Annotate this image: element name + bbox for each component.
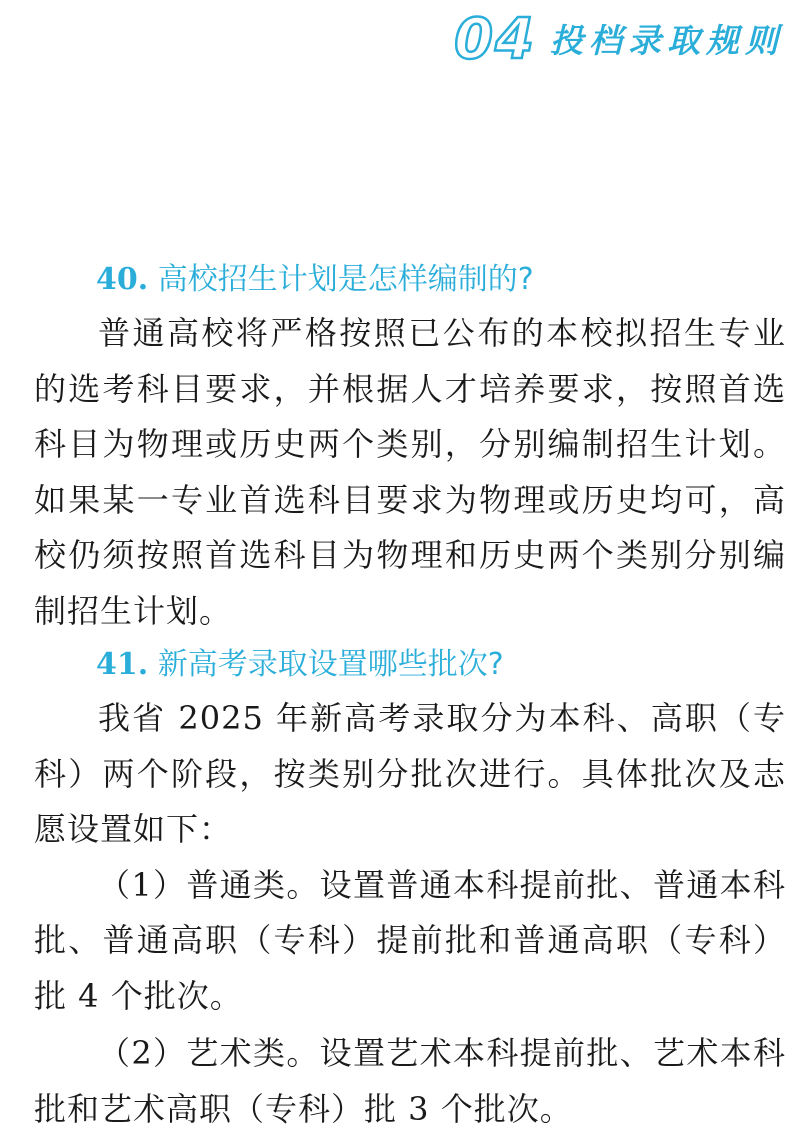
answer-paragraph: 我省 2025 年新高考录取分为本科、高职（专科）两个阶段，按类别分批次进行。具体批次及志愿设置如下： — [34, 699, 786, 848]
question-text: 新高考录取设置哪些批次? — [157, 647, 504, 682]
page-content — [34, 254, 786, 1137]
answer-paragraph: （1）普通类。设置普通本科提前批、普通本科批、普通高职（专科）提前批和普通高职（专科）批 4 个批次。 — [34, 865, 786, 1015]
answer-paragraph: （2）艺术类。设置艺术本科提前批、艺术本科批和艺术高职（专科）批 3 个批次。 — [34, 1034, 786, 1128]
answer-paragraph: 普通高校将严格按照已公布的本校拟招生专业的选考科目要求，并根据人才培养要求，按照首选科目为物理或历史两个类别，分别编制招生计划。如果某一专业首选科目要求为物理或历史均可，高校仍须按照首选科目为物理和历史两个类别分别编制招生计划。 — [34, 314, 786, 630]
chapter-header — [454, 7, 784, 72]
question-number: 40. — [96, 262, 149, 297]
question-heading-40 — [34, 254, 786, 306]
chapter-title: 投档录取规则 — [550, 20, 784, 60]
question-number: 41. — [96, 647, 149, 682]
chapter-number: 04 — [454, 7, 536, 72]
question-text: 高校招生计划是怎样编制的? — [157, 262, 534, 297]
question-heading-41 — [34, 639, 786, 691]
